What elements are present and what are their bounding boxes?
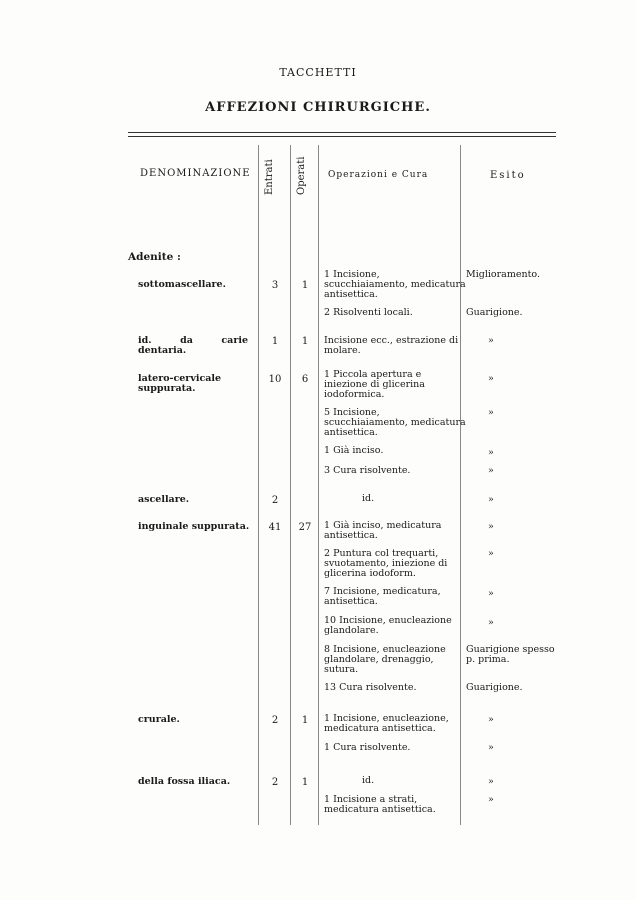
running-head: TACCHETTI xyxy=(279,66,357,79)
row-operati: 1 xyxy=(301,777,309,788)
row-entrati: 41 xyxy=(268,522,282,533)
operation-entry: Incisione ecc., estrazione di molare. xyxy=(324,335,459,356)
esito-entry: » xyxy=(488,794,494,805)
row-denominazione: della fossa iliaca. xyxy=(138,776,231,787)
row-entrati: 10 xyxy=(268,374,282,385)
esito-entry: » xyxy=(488,465,494,476)
row-entrati: 2 xyxy=(271,777,279,788)
header-operati: Operati xyxy=(296,156,307,195)
row-entrati: 2 xyxy=(271,495,279,506)
operation-entry: 1 Piccola apertura e iniezione di glicerina iodoformica. xyxy=(324,369,425,400)
operation-entry: id. xyxy=(362,775,375,786)
row-denominazione: crurale. xyxy=(138,714,180,725)
esito-entry: Guarigione. xyxy=(466,307,523,318)
header-rule-top xyxy=(128,132,556,133)
row-denominazione: inguinale suppurata. xyxy=(138,521,250,532)
esito-entry: » xyxy=(488,588,494,599)
esito-entry: Guarigione. xyxy=(466,682,523,693)
esito-entry: » xyxy=(488,373,494,384)
esito-entry: » xyxy=(488,494,494,505)
row-operati: 6 xyxy=(301,374,309,385)
operation-entry: 3 Cura risolvente. xyxy=(324,465,411,476)
row-operati: 1 xyxy=(301,715,309,726)
header-rule-bottom xyxy=(128,136,556,137)
row-denominazione: latero-cervicale suppurata. xyxy=(138,373,222,394)
row-operati: 27 xyxy=(298,522,312,533)
operation-entry: 1 Incisione, scucchiaiamento, medicatura antisettica. xyxy=(324,269,466,300)
header-esito: Esito xyxy=(490,170,526,181)
operation-entry: id. xyxy=(362,493,375,504)
esito-entry: » xyxy=(488,742,494,753)
row-operati: 1 xyxy=(301,336,309,347)
esito-entry: » xyxy=(488,335,494,346)
header-denominazione: DENOMINAZIONE xyxy=(140,168,251,179)
col-separator-1 xyxy=(258,145,259,825)
row-denominazione: sottomascellare. xyxy=(138,279,226,290)
row-denominazione: ascellare. xyxy=(138,494,190,505)
esito-entry: » xyxy=(488,617,494,628)
row-denominazione: id. da carie dentaria. xyxy=(138,335,248,356)
operation-entry: 1 Già inciso, medicatura antisettica. xyxy=(324,520,442,541)
esito-entry: » xyxy=(488,407,494,418)
operation-entry: 1 Già inciso. xyxy=(324,445,384,456)
esito-entry: » xyxy=(488,447,494,458)
header-operazioni: Operazioni e Cura xyxy=(328,170,429,180)
esito-entry: » xyxy=(488,714,494,725)
operation-entry: 1 Cura risolvente. xyxy=(324,742,411,753)
esito-entry: Guarigione spesso p. prima. xyxy=(466,644,555,665)
section-title: Adenite : xyxy=(128,251,181,263)
col-separator-3 xyxy=(318,145,319,825)
operation-entry: 7 Incisione, medicatura, antisettica. xyxy=(324,586,441,607)
row-entrati: 3 xyxy=(271,280,279,291)
row-entrati: 1 xyxy=(271,336,279,347)
operation-entry: 10 Incisione, enucleazione glandolare. xyxy=(324,615,452,636)
row-entrati: 2 xyxy=(271,715,279,726)
esito-entry: Miglioramento. xyxy=(466,269,540,280)
operation-entry: 8 Incisione, enucleazione glandolare, drenaggio, sutura. xyxy=(324,644,446,675)
operation-entry: 2 Risolventi locali. xyxy=(324,307,413,318)
operation-entry: 13 Cura risolvente. xyxy=(324,682,417,693)
esito-entry: » xyxy=(488,521,494,532)
operation-entry: 5 Incisione, scucchiaiamento, medicatura antisettica. xyxy=(324,407,466,438)
operation-entry: 2 Puntura col trequarti, svuotamento, iniezione di glicerina iodoform. xyxy=(324,548,448,579)
col-separator-2 xyxy=(290,145,291,825)
row-operati: 1 xyxy=(301,280,309,291)
operation-entry: 1 Incisione a strati, medicatura antisettica. xyxy=(324,794,436,815)
esito-entry: » xyxy=(488,776,494,787)
operation-entry: 1 Incisione, enucleazione, medicatura antisettica. xyxy=(324,713,449,734)
page-title: AFFEZIONI CHIRURGICHE. xyxy=(205,100,431,115)
esito-entry: » xyxy=(488,548,494,559)
header-entrati: Entrati xyxy=(264,159,275,195)
